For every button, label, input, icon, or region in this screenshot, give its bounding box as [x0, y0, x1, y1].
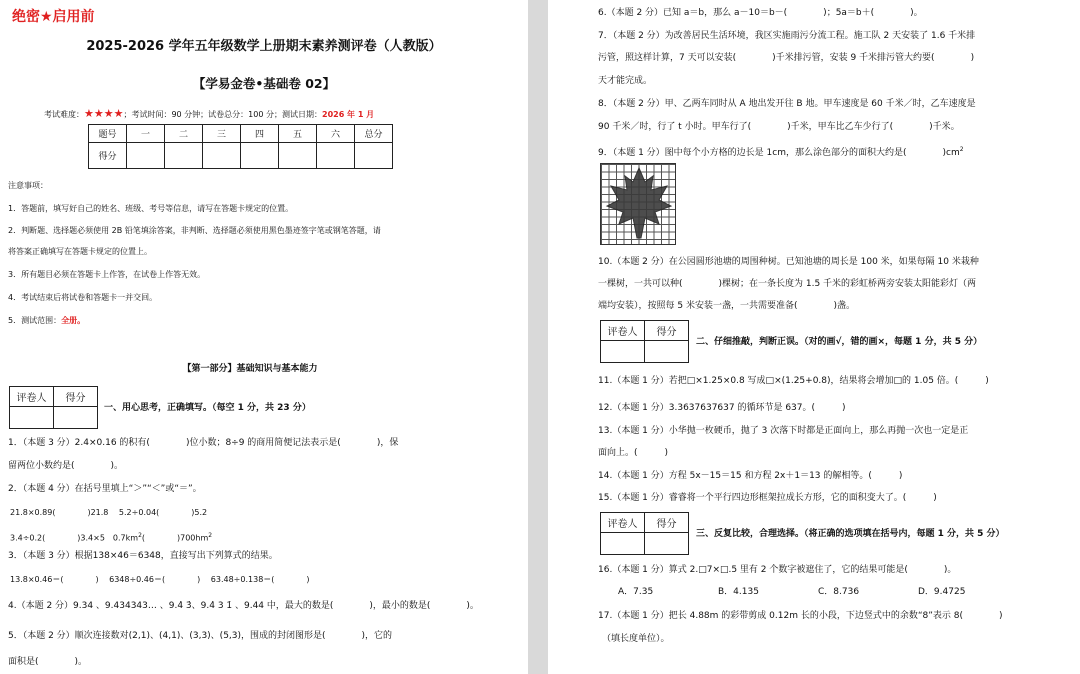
score-cell: [165, 143, 203, 169]
score-header: 六: [317, 125, 355, 143]
score-cell: [203, 143, 241, 169]
grader-cell: [601, 341, 645, 363]
note-4: 4．考试结束后将试卷和答题卡一并交回。: [8, 293, 158, 302]
question-17-cont: （填长度单位）。: [602, 634, 670, 644]
right-page: [548, 0, 1080, 674]
question-2-row-1: 21.8×0.89( )21.8 5.2÷0.04( )5.2: [10, 508, 208, 517]
question-3-items: 13.8×0.46＝( ) 6348÷0.46＝( ) 63.48÷0.138＝( ): [10, 575, 310, 584]
grader-cell: [54, 407, 98, 429]
question-10-end: 端均安装），按照每 5 米安装一盏，一共需要准备( )盏。: [598, 301, 855, 311]
exam-info: [44, 108, 374, 120]
score-header: 二: [165, 125, 203, 143]
note-5: [8, 315, 85, 326]
question-9: [598, 144, 964, 159]
question-8-cont: 90 千米／时，行了 t 小时。甲车行了( )千米，甲车比乙车少行了( )千米。: [598, 122, 960, 132]
grader-cell: [645, 533, 689, 555]
question-12: 12.（本题 1 分）3.3637637637 的循环节是 637。( ): [598, 403, 846, 413]
question-2: 2．（本题 4 分）在括号里填上“＞”“＜”或“＝”。: [8, 484, 202, 494]
superscript-2: 2: [959, 146, 964, 153]
question-15: 15.（本题 1 分）睿睿将一个平行四边形框架拉成长方形，它的面积变大了。( ): [598, 493, 937, 503]
score-label: 得分: [54, 387, 98, 407]
secret-label: 绝密★启用前: [12, 9, 95, 25]
question-8: 8．（本题 2 分）甲、乙两车同时从 A 地出发开往 B 地。甲车速度是 60 千米／时，乙车速度是: [598, 99, 976, 109]
difficulty-label: 考试难度：: [44, 110, 84, 119]
note-3: 3．所有题目必须在答题卡上作答，在试卷上作答无效。: [8, 270, 206, 279]
question-16: 16.（本题 1 分）算式 2.□7×□.5 里有 2 个数字被遮住了，它的结果可能是( )。: [598, 565, 957, 575]
question-2-row-2-b: ( )700hm: [141, 533, 209, 543]
superscript-2: 2: [208, 532, 213, 539]
question-5-cont: 面积是( )。: [8, 657, 88, 667]
note-2-cont: 将答案正确填写在答题卡规定的位置上。: [8, 247, 152, 256]
note-1: 1．答题前，填写好自己的姓名、班级、考号等信息，请写在答题卡规定的位置。: [8, 204, 294, 213]
question-5: 5．（本题 2 分）顺次连接数对(2,1)、(4,1)、(3,3)、(5,3)，围成的封闭图形是( )，它的: [8, 631, 393, 641]
score-header: 一: [127, 125, 165, 143]
note-5-scope: 全册。: [61, 316, 86, 325]
question-13-cont: 面向上。( ): [598, 448, 669, 458]
score-cell: [355, 143, 393, 169]
grader-cell: [645, 341, 689, 363]
part1-title: 【第一部分】基础知识与基本能力: [182, 364, 318, 374]
grader-label: 评卷人: [601, 321, 645, 341]
exam-title: 2025-2026 学年五年级数学上册期末素养测评卷（人教版）: [86, 39, 442, 54]
superscript-2: 2: [138, 532, 142, 539]
question-16-option-c: C．8.736: [818, 587, 860, 597]
exam-info-rest: ；考试时间：90 分钟；试卷总分：100 分；测试日期：: [123, 110, 322, 119]
question-1-cont: 留两位小数约是( )。: [8, 461, 124, 471]
grader-cell: [10, 407, 54, 429]
exam-date: 2026 年 1 月: [322, 110, 375, 119]
question-17: 17.（本题 1 分）把长 4.88m 的彩带剪成 0.12m 长的小段，下边竖式中的余数“8”表示 8( ): [598, 611, 1003, 621]
score-cell: [127, 143, 165, 169]
question-11: 11.（本题 1 分）若把□×1.25×0.8 写成□×(1.25+0.8)，结果将会增加□的 1.05 倍。( ): [598, 376, 989, 386]
question-4: 4.（本题 2 分）9.34 、9.434343… 、9.4̇ 3̇、9.4̇ 3 1̇ 、9.44 中，最大的数是( )，最小的数是( )。: [8, 601, 479, 611]
note-2: 2．判断题、选择题必须使用 2B 铅笔填涂答案，非判断、选择题必须使用黑色墨迹签字笔或钢笔答题，请: [8, 226, 381, 235]
section-3-title: 三、反复比较，合理选择。（将正确的选项填在括号内，每题 1 分，共 5 分）: [696, 529, 1005, 539]
score-header: 题号: [89, 125, 127, 143]
score-label: 得分: [645, 321, 689, 341]
question-16-option-d: D．9.4725: [918, 587, 966, 597]
score-cell: [317, 143, 355, 169]
score-header: 三: [203, 125, 241, 143]
grader-box-2: [600, 320, 689, 363]
leaf-grid-figure: [600, 163, 676, 245]
question-1: 1．（本题 3 分）2.4×0.16 的积有( )位小数；8÷9 的商用简便记法表示是( )，保: [8, 438, 399, 448]
grader-box-3: [600, 512, 689, 555]
exam-subtitle: 【学易金卷•基础卷 02】: [192, 76, 336, 91]
grader-cell: [601, 533, 645, 555]
question-14: 14.（本题 1 分）方程 5x－15＝15 和方程 2x＋1＝13 的解相等。( ): [598, 471, 903, 481]
question-9-text: 9．（本题 1 分）图中每个小方格的边长是 1cm，那么涂色部分的面积大约是( )cm: [598, 148, 960, 158]
score-row-label: 得分: [89, 143, 127, 169]
maple-leaf-icon: [601, 164, 677, 246]
notes-title: 注意事项：: [8, 181, 48, 190]
score-table: [88, 124, 393, 169]
question-7: 7．（本题 2 分）为改善居民生活环境，我区实施雨污分流工程。施工队 2 天安装了 1.6 千米排: [598, 31, 976, 41]
question-13: 13.（本题 1 分）小华抛一枚硬币，抛了 3 次落下时都是正面向上，那么再抛一次也一定是正: [598, 426, 969, 436]
question-2-row-2: [10, 530, 212, 544]
difficulty-stars-icon: ★★★★: [84, 107, 124, 120]
grader-box-1: [9, 386, 98, 429]
score-label: 得分: [645, 513, 689, 533]
left-page: [0, 0, 528, 674]
score-cell: [279, 143, 317, 169]
question-16-option-a: A．7.35: [618, 587, 654, 597]
question-7-cont: 污管，照这样计算，7 天可以安装( )千米排污管，安装 9 千米排污管大约要( ): [598, 53, 975, 63]
note-5-prefix: 5．测试范围：: [8, 316, 62, 325]
score-cell: [241, 143, 279, 169]
question-2-row-2-a: 3.4÷0.2( )3.4×5 0.7km: [10, 533, 139, 543]
question-16-option-b: B．4.135: [718, 587, 759, 597]
question-3: 3．（本题 3 分）根据138×46＝6348，直接写出下列算式的结果。: [8, 551, 278, 561]
score-header: 五: [279, 125, 317, 143]
grader-label: 评卷人: [10, 387, 54, 407]
section-2-title: 二、仔细推敲，判断正误。（对的画√，错的画×，每题 1 分，共 5 分）: [696, 337, 983, 347]
question-7-end: 天才能完成。: [598, 76, 653, 86]
question-6: 6.（本题 2 分）已知 a＝b，那么 a－10＝b－( )；5a＝b＋( )。: [598, 8, 923, 18]
question-10-cont: 一棵树，一共可以种( )棵树；在一条长度为 1.5 千米的彩虹桥两旁安装太阳能彩灯（两: [598, 279, 977, 289]
question-10: 10.（本题 2 分）在公园圆形池塘的周围种树。已知池塘的周长是 100 米，如果每隔 10 米栽种: [598, 257, 979, 267]
section-1-title: 一、用心思考，正确填写。（每空 1 分，共 23 分）: [104, 403, 311, 413]
grader-label: 评卷人: [601, 513, 645, 533]
score-header: 总分: [355, 125, 393, 143]
score-header: 四: [241, 125, 279, 143]
